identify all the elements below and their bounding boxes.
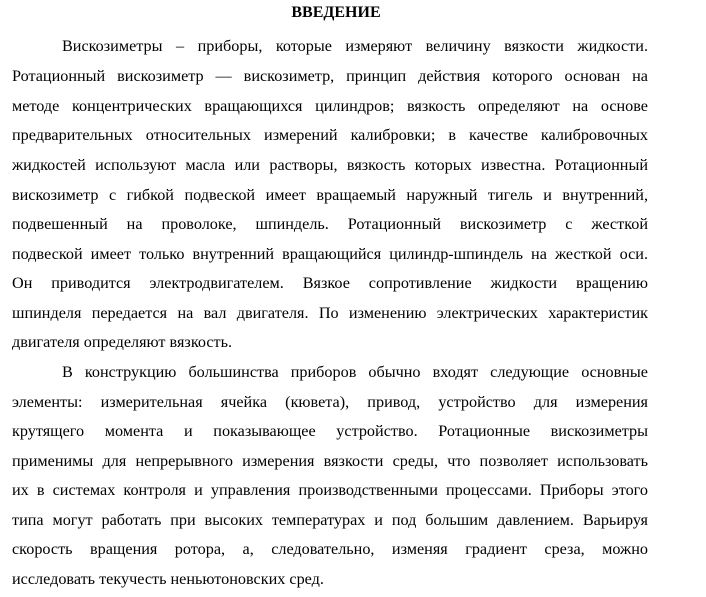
paragraph-1-line: вискозиметр с гибкой подвеской имеет вращаемый наружный тигель и внутренний, bbox=[12, 186, 648, 204]
paragraph-1-line: жидкостей используют масла или растворы, вязкость которых известна. Ротационный bbox=[12, 156, 648, 174]
paragraph-1-line: двигателя определяют вязкость. bbox=[12, 333, 233, 351]
paragraph-1-line: предварительных относительных измерений калибровки; в качестве калибровочных bbox=[12, 126, 648, 144]
paragraph-1-line: Ротационный вискозиметр — вискозиметр, принцип действия которого основан на bbox=[12, 67, 648, 85]
paragraph-2-line: исследовать текучесть неньютоновских сред. bbox=[12, 570, 324, 588]
paragraph-1-line: подвеской имеет только внутренний вращающийся цилиндр-шпиндель на жесткой оси. bbox=[12, 245, 648, 263]
paragraph-2-line: типа могут работать при высоких температурах и под большим давлением. Варьируя bbox=[12, 511, 648, 529]
paragraph-1-line: методе концентрических вращающихся цилиндров; вязкость определяют на основе bbox=[12, 97, 648, 115]
paragraph-1-line: Вискозиметры – приборы, которые измеряют величину вязкости жидкости. bbox=[62, 37, 648, 55]
paragraph-1-line: подвешенный на проволоке, шпиндель. Ротационный вискозиметр с жесткой bbox=[12, 215, 648, 233]
paragraph-1-line: шпинделя передается на вал двигателя. По изменению электрических характеристик bbox=[12, 304, 648, 322]
paragraph-2-line: скорость вращения ротора, а, следовательно, изменяя градиент среза, можно bbox=[12, 540, 648, 558]
paragraph-1-line: Он приводится электродвигателем. Вязкое сопротивление жидкости вращению bbox=[12, 274, 648, 292]
paragraph-2-line: крутящего момента и показывающее устройство. Ротационные вискозиметры bbox=[12, 422, 648, 440]
paragraph-2-line: В конструкцию большинства приборов обычно входят следующие основные bbox=[62, 363, 648, 381]
paragraph-2-line: их в системах контроля и управления производственными процессами. Приборы этого bbox=[12, 481, 648, 499]
paragraph-2-line: элементы: измерительная ячейка (кювета), привод, устройство для измерения bbox=[12, 393, 648, 411]
page-title: ВВЕДЕНИЕ bbox=[291, 4, 381, 21]
paragraph-2-line: применимы для непрерывного измерения вязкости среды, что позволяет использовать bbox=[12, 452, 648, 470]
